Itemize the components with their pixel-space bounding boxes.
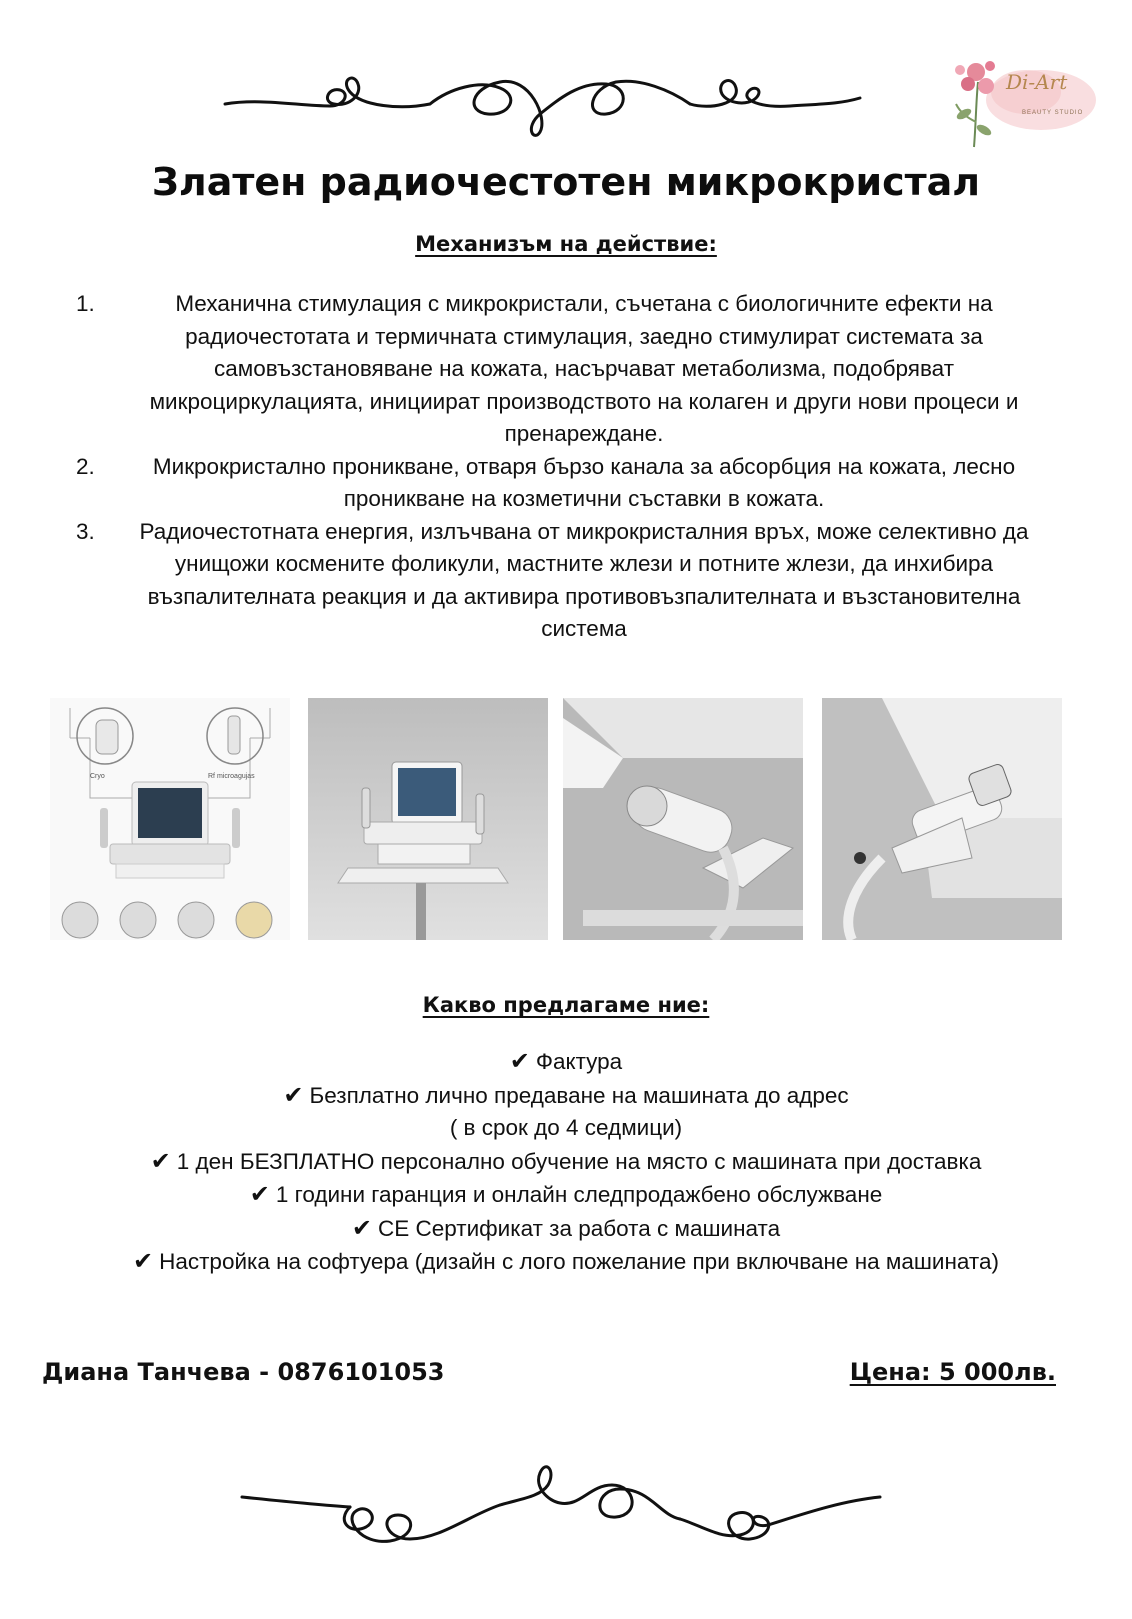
product-gallery	[50, 698, 1062, 940]
list-item	[72, 451, 1062, 516]
offer-heading: Какво предлагаме ние:	[422, 993, 710, 1017]
logo-watercolor-icon	[946, 52, 1096, 152]
list-number: 2.	[76, 453, 95, 479]
cryo-handle-image	[563, 698, 803, 940]
list-text: Микрокристално проникване, отваря бързо канала за абсорбция на кожата, лесно проникване на козметични съставки в кожата.	[152, 453, 1016, 511]
offer-text: 1 ден БЕЗПЛАТНО персонално обучение на място с машината при доставка	[176, 1148, 982, 1174]
mechanism-heading: Механизъм на действие:	[415, 232, 717, 256]
offer-text: Безплатно лично предаване на машината до адрес	[309, 1082, 849, 1108]
list-item	[72, 516, 1062, 646]
list-text: Механична стимулация с микрокристали, съчетана с биологичните ефекти на радиочестотата и термичната стимулация, заедно стимулират системата за самовъзстановяване на кожата, насърчават метаболизма, подобряват микроциркулацията, инициират производството на колаген и други нови процеси и пренареждане.	[149, 291, 1019, 446]
check-icon: ✔	[351, 1213, 372, 1242]
check-icon: ✔	[249, 1180, 270, 1208]
offer-text: 1 години гаранция и онлайн следпродажбено обслужване	[275, 1182, 883, 1207]
device-diagram-image	[50, 698, 290, 940]
price-label: Цена: 5 000лв.	[849, 1358, 1056, 1386]
page-title: Златен радиочестотен микрокристал	[151, 160, 981, 204]
list-item	[0, 1079, 1132, 1113]
label-cryo: Cryo	[90, 773, 105, 780]
list-number: 3.	[76, 518, 95, 544]
check-icon: ✔	[283, 1080, 304, 1109]
machine-on-stand-image	[308, 698, 548, 940]
logo-subtitle: BEAUTY STUDIO	[1022, 110, 1084, 116]
list-item	[0, 1145, 1132, 1179]
rf-handle-image	[822, 698, 1062, 940]
list-number: 1.	[76, 291, 95, 316]
list-text: Радиочестотната енергия, излъчвана от микрокристалния връх, може селективно да унищожи космените фоликули, мастните жлези и потните жлези, да инхибира възпалителната реакция и да активира противовъзпалителната и възстановителна система	[139, 518, 1029, 641]
offer-text: ( в срок до 4 седмици)	[449, 1115, 683, 1140]
list-item	[0, 1178, 1132, 1212]
list-item	[0, 1045, 1132, 1079]
check-icon: ✔	[150, 1146, 171, 1175]
list-item	[72, 288, 1062, 451]
offer-text: Настройка на софтуера (дизайн с лого пожелание при включване на машината)	[159, 1249, 999, 1274]
studio-logo	[946, 52, 1096, 152]
label-rf: Rf microagujas	[208, 773, 255, 780]
offer-text: CE Сертификат за работа с машината	[378, 1215, 781, 1241]
list-item	[0, 1212, 1132, 1246]
offer-list	[0, 1045, 1132, 1279]
bottom-flourish	[0, 1455, 1132, 1555]
logo-text: Di-Art	[1006, 70, 1068, 94]
offer-text: Фактура	[535, 1049, 623, 1074]
check-icon: ✔	[133, 1247, 154, 1275]
list-item	[0, 1245, 1132, 1279]
contact-info: Диана Танчева - 0876101053	[42, 1358, 445, 1386]
check-icon: ✔	[509, 1047, 530, 1075]
list-item	[0, 1112, 1132, 1145]
mechanism-list	[72, 288, 1062, 646]
